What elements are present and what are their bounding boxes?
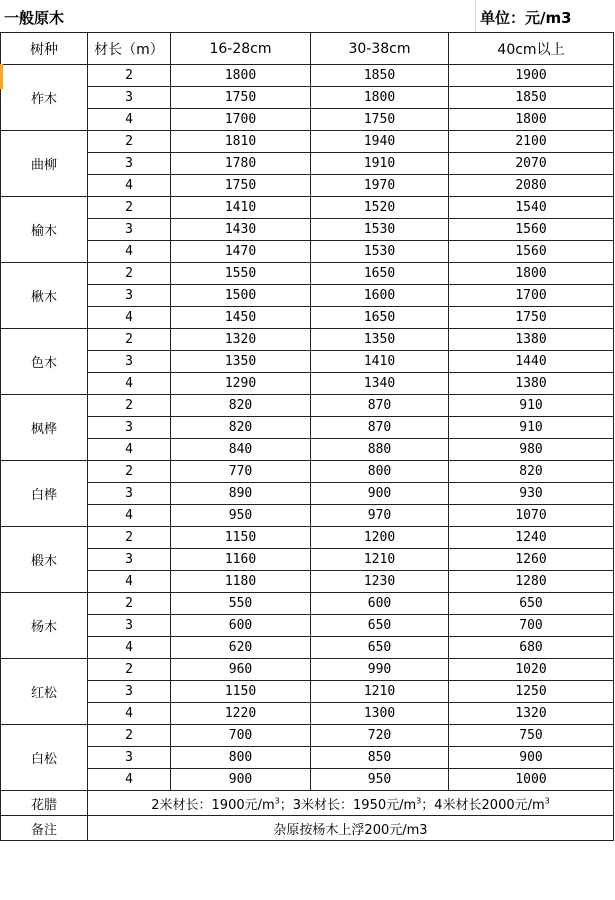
huala-sup-1: 3 bbox=[274, 796, 280, 806]
table-row bbox=[1, 505, 614, 527]
divider bbox=[475, 0, 476, 32]
species-name[interactable]: 白桦 bbox=[1, 461, 88, 527]
sheet-title: 一般原木 bbox=[4, 9, 65, 27]
price-40-plus[interactable]: 1900 bbox=[449, 65, 614, 87]
table-row bbox=[1, 483, 614, 505]
table-row bbox=[1, 153, 614, 175]
price-16-28[interactable]: 600 bbox=[171, 615, 311, 637]
table-row bbox=[1, 219, 614, 241]
price-16-28[interactable]: 950 bbox=[171, 505, 311, 527]
huala-prices bbox=[88, 791, 614, 816]
length-cell[interactable]: 2 bbox=[88, 65, 171, 87]
sheet-title-bar bbox=[0, 0, 615, 32]
species-name[interactable]: 柞木 bbox=[1, 65, 88, 131]
table-row bbox=[1, 461, 614, 483]
price-16-28[interactable]: 1810 bbox=[171, 131, 311, 153]
price-16-28[interactable]: 1150 bbox=[171, 527, 311, 549]
table-row bbox=[1, 285, 614, 307]
table-row bbox=[1, 373, 614, 395]
species-name[interactable]: 色木 bbox=[1, 329, 88, 395]
length-cell[interactable]: 3 bbox=[88, 87, 171, 109]
table-row bbox=[1, 241, 614, 263]
price-40-plus[interactable]: 650 bbox=[449, 593, 614, 615]
species-name[interactable]: 杨木 bbox=[1, 593, 88, 659]
table-row bbox=[1, 329, 614, 351]
length-cell[interactable]: 2 bbox=[88, 593, 171, 615]
price-30-38[interactable]: 990 bbox=[311, 659, 449, 681]
price-16-28[interactable]: 840 bbox=[171, 439, 311, 461]
price-30-38[interactable]: 1410 bbox=[311, 351, 449, 373]
note-label: 备注 bbox=[1, 816, 88, 841]
length-cell[interactable]: 4 bbox=[88, 241, 171, 263]
price-16-28[interactable]: 1500 bbox=[171, 285, 311, 307]
huala-text-1: 2米材长：1900元/m bbox=[151, 797, 275, 813]
length-cell[interactable]: 4 bbox=[88, 307, 171, 329]
price-16-28[interactable]: 1550 bbox=[171, 263, 311, 285]
price-40-plus[interactable]: 1560 bbox=[449, 241, 614, 263]
price-16-28[interactable]: 1180 bbox=[171, 571, 311, 593]
table-row bbox=[1, 769, 614, 791]
price-16-28[interactable]: 1800 bbox=[171, 65, 311, 87]
price-40-plus[interactable]: 1750 bbox=[449, 307, 614, 329]
price-16-28[interactable]: 700 bbox=[171, 725, 311, 747]
length-cell[interactable]: 3 bbox=[88, 219, 171, 241]
price-16-28[interactable]: 1290 bbox=[171, 373, 311, 395]
price-30-38[interactable]: 800 bbox=[311, 461, 449, 483]
table-row bbox=[1, 351, 614, 373]
table-row bbox=[1, 175, 614, 197]
table-row bbox=[1, 307, 614, 329]
length-cell[interactable]: 2 bbox=[88, 461, 171, 483]
price-30-38[interactable]: 1800 bbox=[311, 87, 449, 109]
table-row bbox=[1, 747, 614, 769]
species-name[interactable]: 曲柳 bbox=[1, 131, 88, 197]
price-30-38[interactable]: 870 bbox=[311, 395, 449, 417]
note-text: 杂原按杨木上浮200元/m3 bbox=[88, 816, 614, 841]
price-30-38[interactable]: 1230 bbox=[311, 571, 449, 593]
length-cell[interactable]: 3 bbox=[88, 747, 171, 769]
table-row bbox=[1, 549, 614, 571]
table-row bbox=[1, 593, 614, 615]
length-cell[interactable]: 2 bbox=[88, 131, 171, 153]
price-40-plus[interactable]: 980 bbox=[449, 439, 614, 461]
price-40-plus[interactable]: 680 bbox=[449, 637, 614, 659]
price-30-38[interactable]: 870 bbox=[311, 417, 449, 439]
length-cell[interactable]: 2 bbox=[88, 395, 171, 417]
price-40-plus[interactable]: 1070 bbox=[449, 505, 614, 527]
price-30-38[interactable]: 1650 bbox=[311, 263, 449, 285]
price-16-28[interactable]: 820 bbox=[171, 417, 311, 439]
table-row bbox=[1, 109, 614, 131]
table-row bbox=[1, 263, 614, 285]
length-cell[interactable]: 4 bbox=[88, 175, 171, 197]
price-30-38[interactable]: 600 bbox=[311, 593, 449, 615]
table-row bbox=[1, 703, 614, 725]
huala-label: 花腊 bbox=[1, 791, 88, 816]
price-30-38[interactable]: 850 bbox=[311, 747, 449, 769]
length-cell[interactable]: 4 bbox=[88, 109, 171, 131]
length-cell[interactable]: 2 bbox=[88, 197, 171, 219]
huala-row bbox=[1, 791, 614, 816]
price-40-plus[interactable]: 1320 bbox=[449, 703, 614, 725]
price-40-plus[interactable]: 910 bbox=[449, 417, 614, 439]
price-40-plus[interactable]: 1850 bbox=[449, 87, 614, 109]
species-name[interactable]: 楸木 bbox=[1, 263, 88, 329]
price-30-38[interactable]: 970 bbox=[311, 505, 449, 527]
price-40-plus[interactable]: 1380 bbox=[449, 329, 614, 351]
price-40-plus[interactable]: 2080 bbox=[449, 175, 614, 197]
price-30-38[interactable]: 1910 bbox=[311, 153, 449, 175]
length-cell[interactable]: 4 bbox=[88, 505, 171, 527]
price-30-38[interactable]: 720 bbox=[311, 725, 449, 747]
price-40-plus[interactable]: 750 bbox=[449, 725, 614, 747]
huala-text-2: ；3米材长：1950元/m bbox=[279, 797, 417, 813]
price-30-38[interactable]: 650 bbox=[311, 615, 449, 637]
length-cell[interactable]: 4 bbox=[88, 373, 171, 395]
length-cell[interactable]: 4 bbox=[88, 571, 171, 593]
price-40-plus[interactable]: 700 bbox=[449, 615, 614, 637]
price-16-28[interactable]: 1700 bbox=[171, 109, 311, 131]
huala-text-3: ；4米材长2000元/m bbox=[421, 797, 545, 813]
price-30-38[interactable]: 1750 bbox=[311, 109, 449, 131]
table-row bbox=[1, 659, 614, 681]
note-row bbox=[1, 816, 614, 841]
length-cell[interactable]: 4 bbox=[88, 703, 171, 725]
price-40-plus[interactable]: 900 bbox=[449, 747, 614, 769]
length-cell[interactable]: 3 bbox=[88, 615, 171, 637]
price-16-28[interactable]: 770 bbox=[171, 461, 311, 483]
price-40-plus[interactable]: 2070 bbox=[449, 153, 614, 175]
price-40-plus[interactable]: 930 bbox=[449, 483, 614, 505]
price-16-28[interactable]: 1780 bbox=[171, 153, 311, 175]
price-40-plus[interactable]: 2100 bbox=[449, 131, 614, 153]
price-40-plus[interactable]: 820 bbox=[449, 461, 614, 483]
length-cell[interactable]: 3 bbox=[88, 153, 171, 175]
huala-sup-3: 3 bbox=[544, 796, 550, 806]
price-16-28[interactable]: 1150 bbox=[171, 681, 311, 703]
header-diameter-16-28: 16-28cm bbox=[171, 33, 311, 65]
table-row bbox=[1, 417, 614, 439]
length-cell[interactable]: 2 bbox=[88, 329, 171, 351]
price-30-38[interactable]: 1200 bbox=[311, 527, 449, 549]
price-16-28[interactable]: 1320 bbox=[171, 329, 311, 351]
price-30-38[interactable]: 1520 bbox=[311, 197, 449, 219]
price-16-28[interactable]: 960 bbox=[171, 659, 311, 681]
table-row bbox=[1, 65, 614, 87]
price-16-28[interactable]: 1350 bbox=[171, 351, 311, 373]
price-16-28[interactable]: 1450 bbox=[171, 307, 311, 329]
header-diameter-40-plus: 40cm以上 bbox=[449, 33, 614, 65]
price-16-28[interactable]: 620 bbox=[171, 637, 311, 659]
huala-sup-2: 3 bbox=[416, 796, 422, 806]
price-16-28[interactable]: 1750 bbox=[171, 175, 311, 197]
price-30-38[interactable]: 1530 bbox=[311, 219, 449, 241]
price-30-38[interactable]: 650 bbox=[311, 637, 449, 659]
table-body bbox=[1, 65, 614, 791]
table-row bbox=[1, 615, 614, 637]
price-30-38[interactable]: 880 bbox=[311, 439, 449, 461]
length-cell[interactable]: 3 bbox=[88, 285, 171, 307]
price-30-38[interactable]: 1530 bbox=[311, 241, 449, 263]
table-row bbox=[1, 637, 614, 659]
species-name[interactable]: 椴木 bbox=[1, 527, 88, 593]
price-30-38[interactable]: 1970 bbox=[311, 175, 449, 197]
header-diameter-30-38: 30-38cm bbox=[311, 33, 449, 65]
price-40-plus[interactable]: 1540 bbox=[449, 197, 614, 219]
table-row bbox=[1, 681, 614, 703]
price-30-38[interactable]: 1940 bbox=[311, 131, 449, 153]
price-40-plus[interactable]: 1260 bbox=[449, 549, 614, 571]
price-30-38[interactable]: 1210 bbox=[311, 549, 449, 571]
price-40-plus[interactable]: 1700 bbox=[449, 285, 614, 307]
price-30-38[interactable]: 1350 bbox=[311, 329, 449, 351]
table-row bbox=[1, 131, 614, 153]
price-30-38[interactable]: 1300 bbox=[311, 703, 449, 725]
price-40-plus[interactable]: 1800 bbox=[449, 263, 614, 285]
length-cell[interactable]: 3 bbox=[88, 483, 171, 505]
length-cell[interactable]: 3 bbox=[88, 549, 171, 571]
price-16-28[interactable]: 1410 bbox=[171, 197, 311, 219]
species-name[interactable]: 白松 bbox=[1, 725, 88, 791]
length-cell[interactable]: 4 bbox=[88, 637, 171, 659]
price-16-28[interactable]: 900 bbox=[171, 769, 311, 791]
price-40-plus[interactable]: 1560 bbox=[449, 219, 614, 241]
length-cell[interactable]: 3 bbox=[88, 351, 171, 373]
table-row bbox=[1, 87, 614, 109]
price-40-plus[interactable]: 1380 bbox=[449, 373, 614, 395]
price-16-28[interactable]: 800 bbox=[171, 747, 311, 769]
table-row bbox=[1, 527, 614, 549]
price-40-plus[interactable]: 1280 bbox=[449, 571, 614, 593]
length-cell[interactable]: 2 bbox=[88, 725, 171, 747]
price-30-38[interactable]: 1210 bbox=[311, 681, 449, 703]
price-40-plus[interactable]: 1800 bbox=[449, 109, 614, 131]
price-40-plus[interactable]: 1250 bbox=[449, 681, 614, 703]
price-40-plus[interactable]: 1000 bbox=[449, 769, 614, 791]
species-name[interactable]: 枫桦 bbox=[1, 395, 88, 461]
price-16-28[interactable]: 1750 bbox=[171, 87, 311, 109]
length-cell[interactable]: 2 bbox=[88, 659, 171, 681]
header-species: 树种 bbox=[1, 33, 88, 65]
table-row bbox=[1, 439, 614, 461]
price-16-28[interactable]: 1470 bbox=[171, 241, 311, 263]
price-30-38[interactable]: 1650 bbox=[311, 307, 449, 329]
unit-label: 单位：元/m3 bbox=[480, 9, 572, 27]
header-row bbox=[1, 33, 614, 65]
price-40-plus[interactable]: 1440 bbox=[449, 351, 614, 373]
price-30-38[interactable]: 1340 bbox=[311, 373, 449, 395]
price-16-28[interactable]: 820 bbox=[171, 395, 311, 417]
price-40-plus[interactable]: 1240 bbox=[449, 527, 614, 549]
price-40-plus[interactable]: 1020 bbox=[449, 659, 614, 681]
length-cell[interactable]: 3 bbox=[88, 417, 171, 439]
price-40-plus[interactable]: 910 bbox=[449, 395, 614, 417]
price-table bbox=[0, 32, 614, 841]
length-cell[interactable]: 2 bbox=[88, 263, 171, 285]
table-row bbox=[1, 395, 614, 417]
price-30-38[interactable]: 1600 bbox=[311, 285, 449, 307]
table-row bbox=[1, 725, 614, 747]
species-name[interactable]: 榆木 bbox=[1, 197, 88, 263]
table-row bbox=[1, 571, 614, 593]
price-16-28[interactable]: 550 bbox=[171, 593, 311, 615]
table-row bbox=[1, 197, 614, 219]
species-name[interactable]: 红松 bbox=[1, 659, 88, 725]
length-cell[interactable]: 4 bbox=[88, 439, 171, 461]
length-cell[interactable]: 2 bbox=[88, 527, 171, 549]
length-cell[interactable]: 3 bbox=[88, 681, 171, 703]
price-30-38[interactable]: 1850 bbox=[311, 65, 449, 87]
price-16-28[interactable]: 1220 bbox=[171, 703, 311, 725]
length-cell[interactable]: 4 bbox=[88, 769, 171, 791]
price-16-28[interactable]: 890 bbox=[171, 483, 311, 505]
header-length: 材长（m） bbox=[88, 33, 171, 65]
price-30-38[interactable]: 950 bbox=[311, 769, 449, 791]
price-16-28[interactable]: 1160 bbox=[171, 549, 311, 571]
price-16-28[interactable]: 1430 bbox=[171, 219, 311, 241]
price-30-38[interactable]: 900 bbox=[311, 483, 449, 505]
selection-accent bbox=[0, 64, 3, 89]
